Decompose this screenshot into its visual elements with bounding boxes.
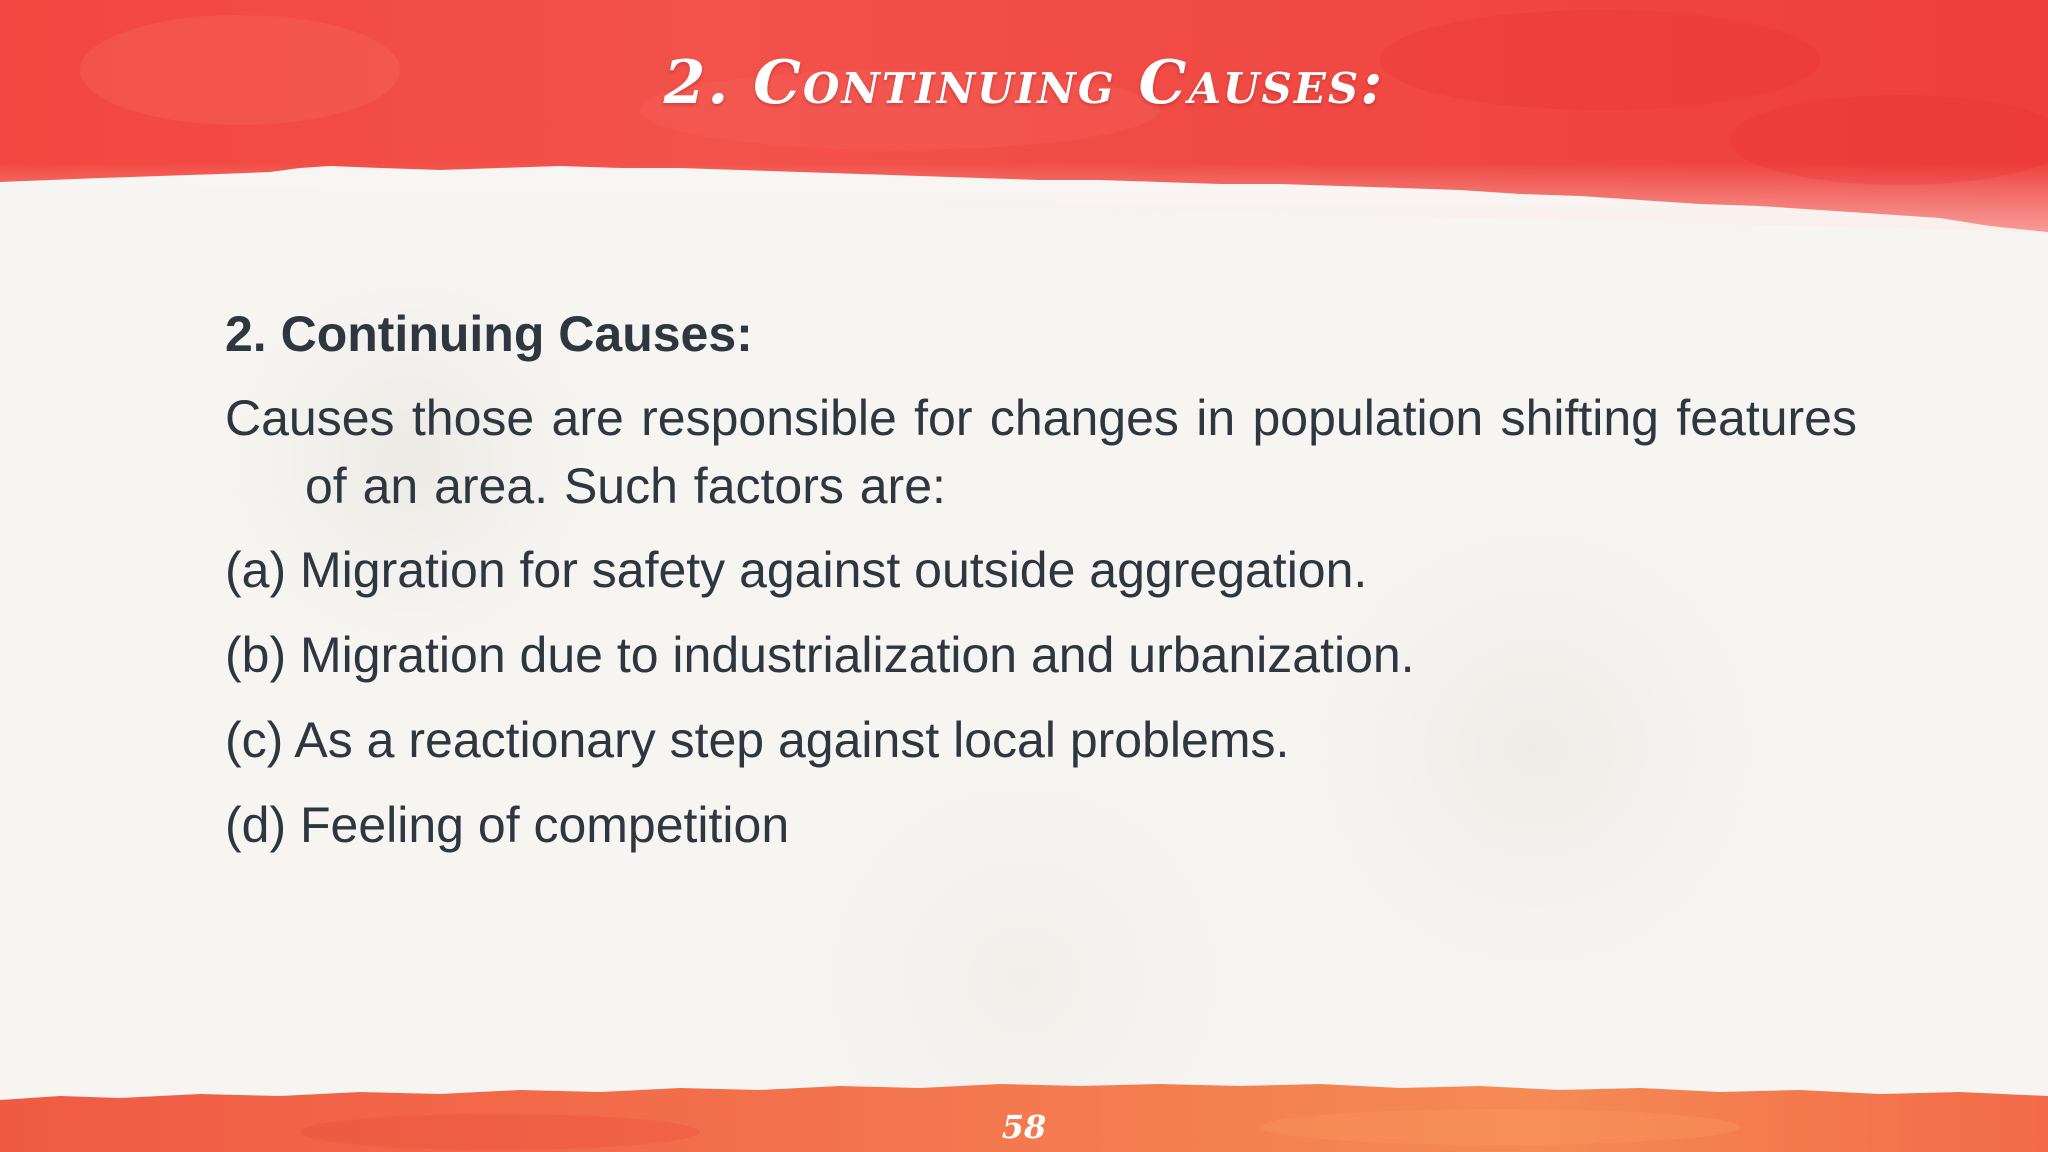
page-number: 58 <box>1001 1108 1047 1146</box>
section-heading: 2. Continuing Causes: <box>225 306 753 362</box>
factor-item-a: (a) Migration for safety against outside aggregation. <box>225 542 1368 598</box>
factor-item-d: (d) Feeling of competition <box>225 797 790 853</box>
top-watercolor-band <box>0 0 2048 250</box>
factor-item-b: (b) Migration due to industrialization and urbanization. <box>225 627 1415 683</box>
intro-paragraph: Causes those are responsible for changes in population shifting features of an area. Such factors are: <box>225 390 1857 514</box>
slide-title: 2. Continuing Causes: <box>663 48 1385 118</box>
slide-content <box>225 300 1857 876</box>
factor-item-c: (c) As a reactionary step against local problems. <box>225 712 1290 768</box>
